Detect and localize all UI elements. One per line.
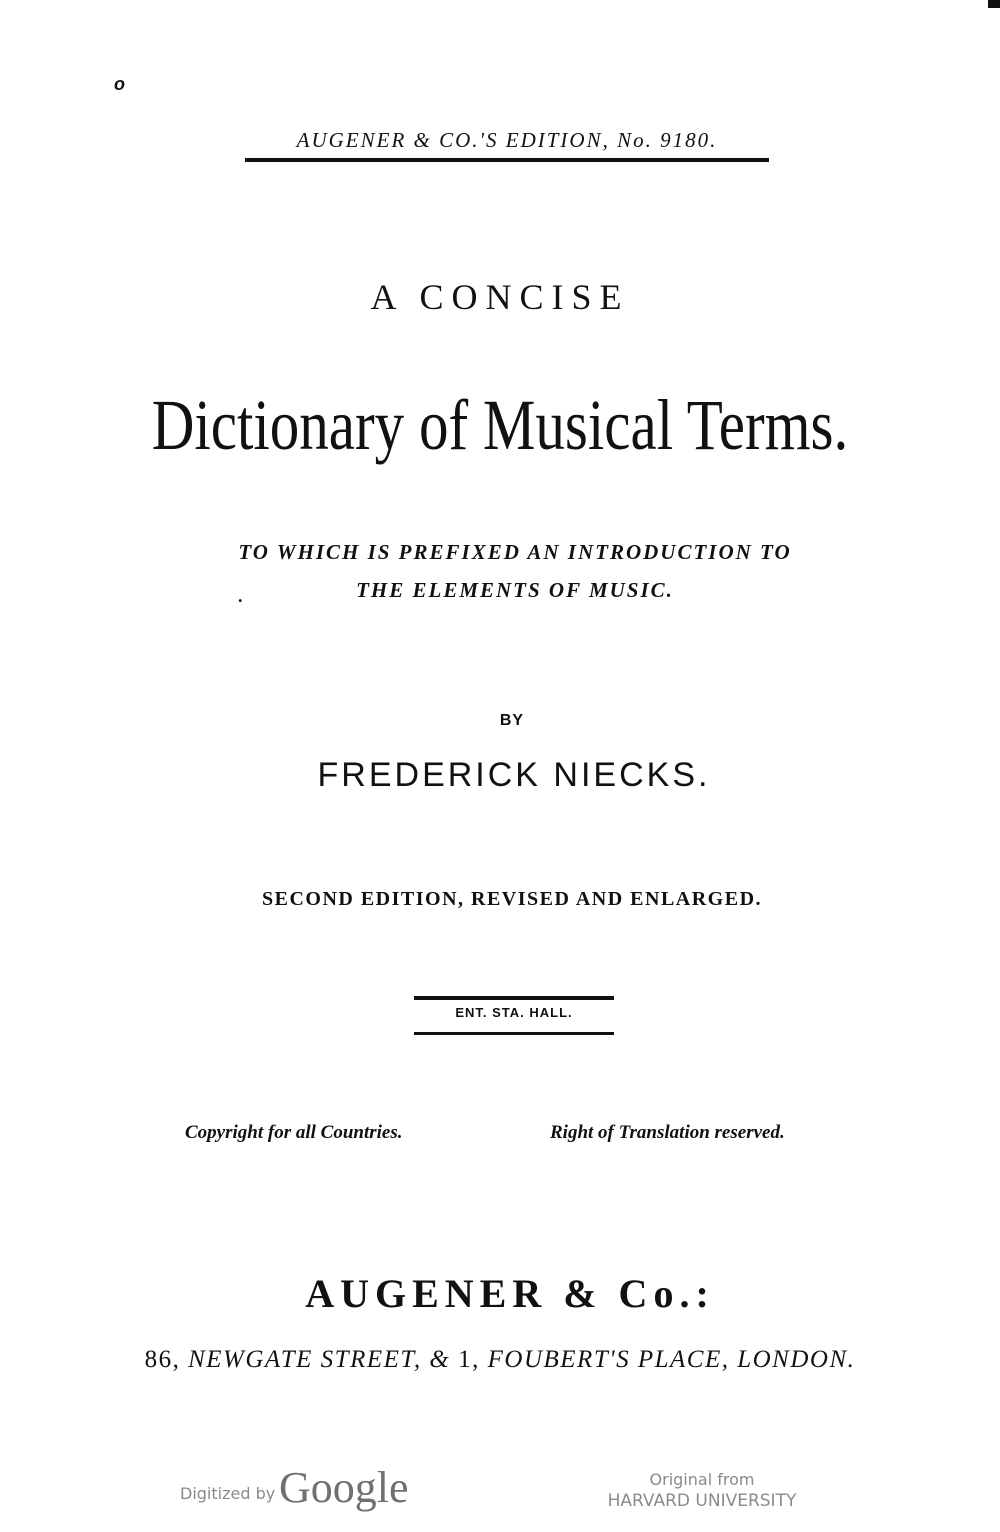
edge-scan-mark <box>988 0 1000 8</box>
by-label: BY <box>499 712 525 729</box>
edition-rule <box>245 158 769 162</box>
address-street-2: FOUBERT'S PLACE, LONDON. <box>487 1346 856 1373</box>
subtitle-line-1: TO WHICH IS PREFIXED AN INTRODUCTION TO <box>238 540 792 564</box>
subtitle-line-2: THE ELEMENTS OF MUSIC. <box>356 578 674 602</box>
stationers-hall-mark <box>414 996 614 1036</box>
main-title: Dictionary of Musical Terms. <box>151 385 849 465</box>
translation-note: Right of Translation reserved. <box>550 1122 785 1143</box>
publisher-address <box>0 1346 1000 1374</box>
google-logo: Google <box>279 1463 409 1512</box>
corner-mark: o <box>114 74 125 94</box>
title-prefix: A CONCISE <box>370 277 630 317</box>
address-number-1: 86, <box>144 1346 181 1373</box>
stationers-rule-bottom <box>414 1032 614 1035</box>
edition-line: AUGENER & CO.'S EDITION, No. 9180. <box>296 128 718 152</box>
stationers-text: ENT. STA. HALL. <box>455 1005 573 1020</box>
stray-dot: . <box>238 586 243 606</box>
digitized-by-label: Digitized by <box>180 1484 276 1503</box>
edition-note: SECOND EDITION, REVISED AND ENLARGED. <box>261 888 763 910</box>
source-institution: HARVARD UNIVERSITY <box>607 1491 797 1511</box>
author-name: FREDERICK NIECKS. <box>317 756 711 794</box>
publisher-name: AUGENER & Co.: <box>305 1271 715 1316</box>
address-street-1: NEWGATE STREET, & <box>188 1346 451 1373</box>
stationers-rule-top <box>414 996 614 1000</box>
address-number-2: 1, <box>458 1346 480 1373</box>
original-from-label: Original from <box>649 1470 755 1489</box>
copyright-note: Copyright for all Countries. <box>185 1122 403 1143</box>
